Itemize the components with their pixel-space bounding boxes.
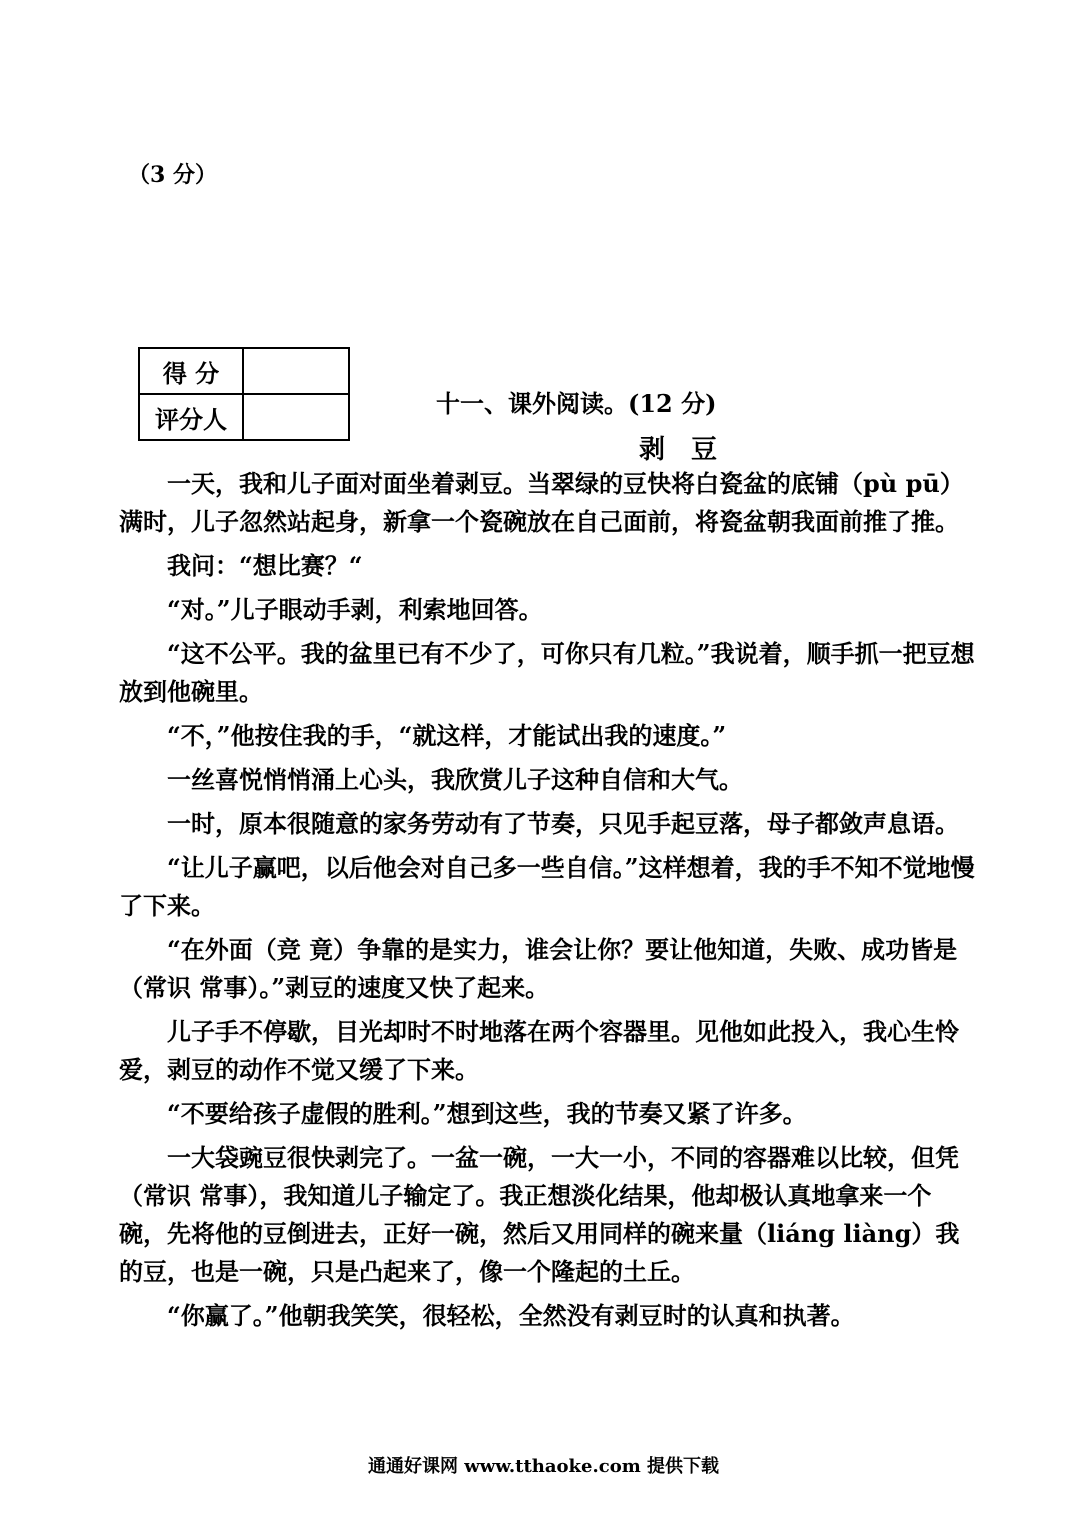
paragraph: 一大袋豌豆很快剥完了。一盆一碗，一大一小，不同的容器难以比较，但凭（常识 常事），我知道儿子输定了。我正想淡化结果，他却极认真地拿来一个碗，先将他的豆倒进去，正好一碗，然后又用同样的碗来量（liáng liàng）我的豆，也是一碗，只是凸起来了，像一个隆起的土丘。	[119, 1143, 960, 1286]
grader-row	[139, 394, 349, 440]
paragraph: 我问：“想比赛？“	[167, 551, 363, 580]
score-note: （3 分）	[128, 162, 217, 188]
paragraph: “不，”他按住我的手，“就这样，才能试出我的速度。”	[167, 721, 727, 750]
paragraph: “不要给孩子虚假的胜利。”想到这些，我的节奏又紧了许多。	[167, 1099, 807, 1128]
paragraph: “让儿子赢吧，以后他会对自己多一些自信。”这样想着，我的手不知不觉地慢了下来。	[119, 853, 975, 920]
paragraph: 儿子手不停歇，目光却时不时地落在两个容器里。见他如此投入，我心生怜爱，剥豆的动作不觉又缓了下来。	[119, 1017, 959, 1084]
score-value-cell	[243, 348, 349, 394]
section-title: 十一、课外阅读。(12 分)	[436, 389, 717, 418]
paragraph: “这不公平。我的盆里已有不少了，可你只有几粒。”我说着，顺手抓一把豆想放到他碗里。	[119, 639, 975, 706]
score-row	[139, 348, 349, 394]
grader-value-cell	[243, 394, 349, 440]
score-table	[138, 347, 350, 441]
story-title: 剥豆	[639, 435, 744, 465]
paragraph: 一时，原本很随意的家务劳动有了节奏，只见手起豆落，母子都敛声息语。	[167, 809, 959, 838]
paragraph: “在外面（竞 竟）争靠的是实力，谁会让你？要让他知道，失败、成功皆是（常识 常事）。”剥豆的速度又快了起来。	[119, 935, 958, 1002]
grader-label: 评分人	[139, 394, 243, 440]
paragraph: 一丝喜悦悄悄涌上心头，我欣赏儿子这种自信和大气。	[167, 765, 743, 794]
paragraph: 一天，我和儿子面对面坐着剥豆。当翠绿的豆快将白瓷盆的底铺（pù pū）满时，儿子忽然站起身，新拿一个瓷碗放在自己面前，将瓷盆朝我面前推了推。	[119, 469, 964, 536]
story-body	[119, 465, 975, 1341]
paragraph: “你赢了。”他朝我笑笑，很轻松，全然没有剥豆时的认真和执著。	[167, 1301, 855, 1330]
page-footer: 通通好课网 www.tthaoke.com 提供下载	[367, 1456, 720, 1477]
paragraph: “对。”儿子眼动手剥，利索地回答。	[167, 595, 543, 624]
score-label: 得 分	[139, 348, 243, 394]
